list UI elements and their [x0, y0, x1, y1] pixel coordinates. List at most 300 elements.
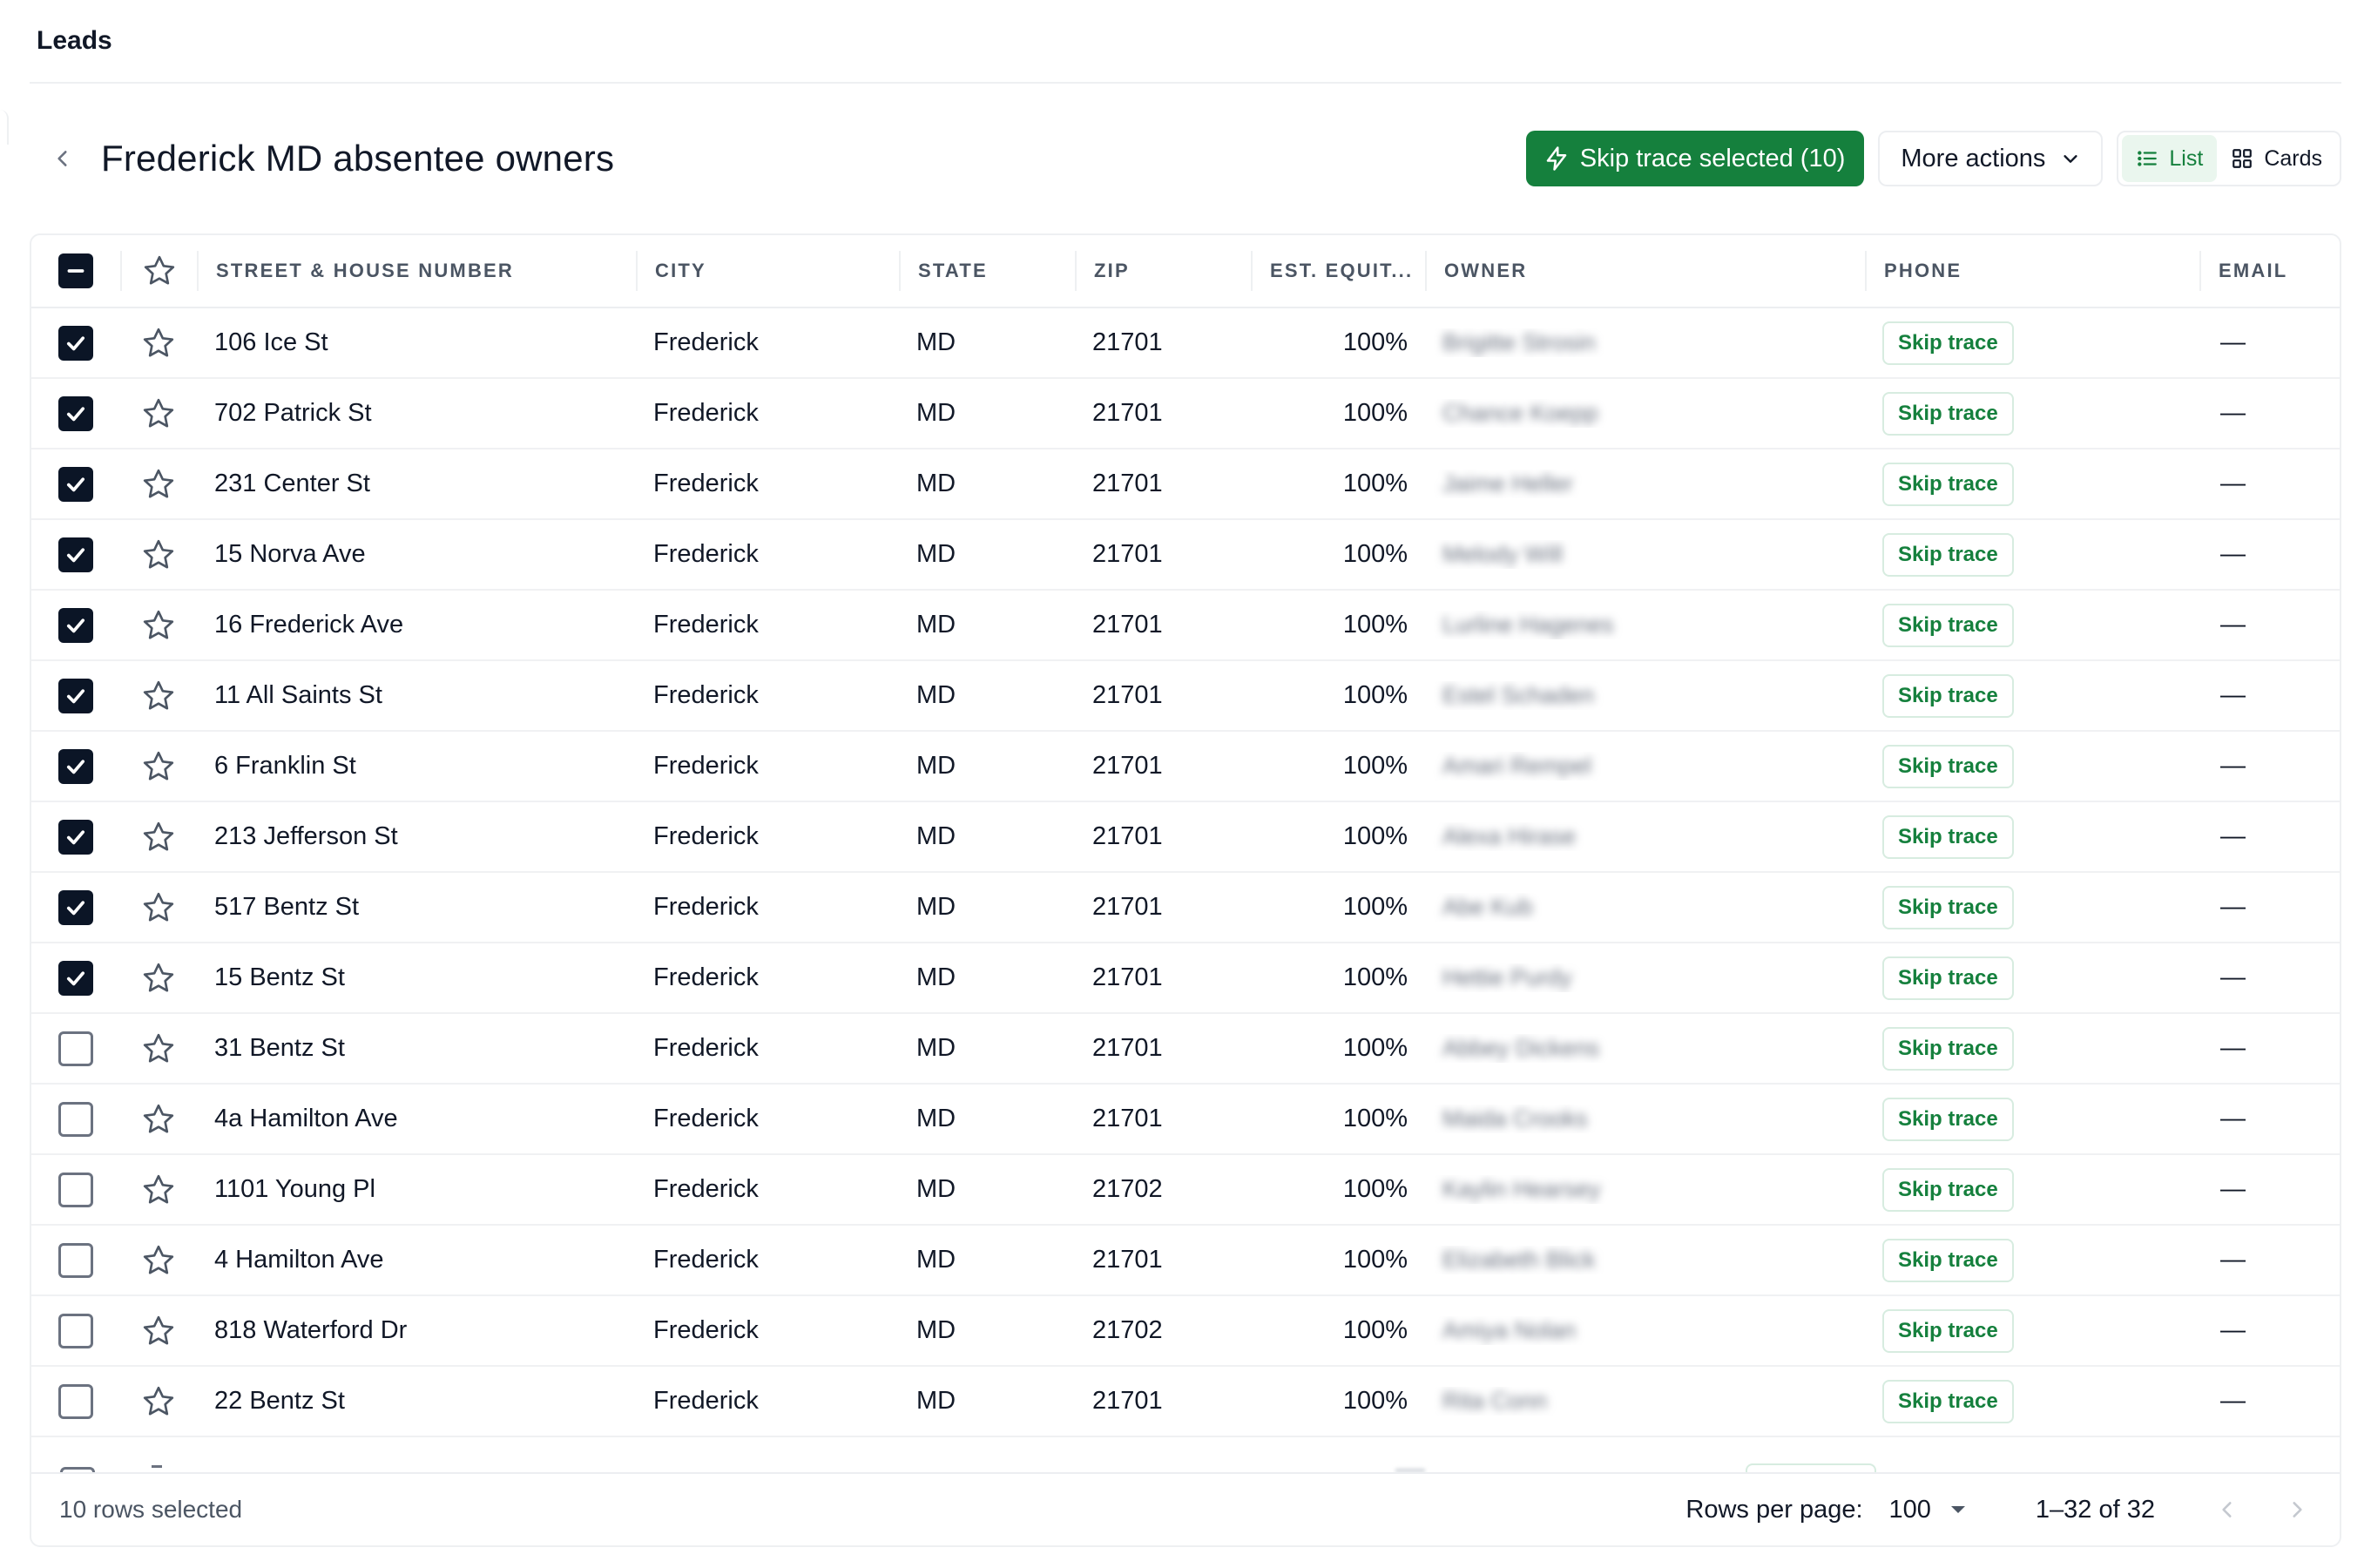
owner-name: Brigitte Strosin — [1442, 329, 1596, 355]
page-title: Frederick MD absentee owners — [101, 138, 615, 179]
table-row[interactable] — [31, 520, 2340, 591]
row-checkbox-cell — [31, 961, 120, 996]
owner-cell — [1425, 399, 1865, 428]
zip-cell: 21702 — [1092, 1175, 1163, 1203]
row-checkbox-cell — [31, 890, 120, 925]
street-cell: 11 All Saints St — [214, 681, 382, 709]
zip-cell: 21701 — [1092, 540, 1163, 568]
skip-trace-button[interactable]: Skip trace — [1882, 1309, 2014, 1353]
star-icon — [141, 820, 176, 855]
skip-trace-button[interactable]: Skip trace — [1882, 1239, 2014, 1282]
select-all-checkbox[interactable] — [58, 253, 93, 288]
table-row[interactable] — [31, 379, 2340, 449]
phone-cell — [1865, 886, 2199, 929]
zip-cell: 21701 — [1092, 893, 1163, 921]
row-checkbox[interactable] — [58, 1314, 93, 1348]
star-icon — [141, 1173, 176, 1207]
email-cell: — — [2220, 963, 2246, 991]
owner-name: Chance Koepp — [1442, 400, 1598, 426]
favorite-button[interactable] — [120, 1314, 197, 1348]
star-icon — [141, 467, 176, 502]
skip-trace-button[interactable]: Skip trace — [1882, 1168, 2014, 1212]
row-checkbox[interactable] — [58, 1173, 93, 1207]
street-cell: 1101 Young Pl — [214, 1175, 375, 1203]
email-cell: — — [2220, 1316, 2246, 1344]
owner-cell — [1425, 328, 1865, 357]
column-header-state[interactable]: STATE — [899, 251, 1075, 291]
owner-cell — [1425, 470, 1865, 498]
row-checkbox-cell — [31, 1031, 120, 1066]
star-icon — [141, 1314, 176, 1348]
table-row[interactable] — [31, 1296, 2340, 1367]
zip-cell: 21702 — [1092, 1316, 1163, 1344]
favorite-button[interactable] — [120, 1031, 197, 1066]
street-cell: 6 Franklin St — [214, 752, 356, 780]
list-icon — [2136, 147, 2158, 170]
skip-trace-button[interactable]: Skip trace — [1882, 1098, 2014, 1141]
row-checkbox[interactable] — [58, 1102, 93, 1137]
phone-cell — [1865, 1027, 2199, 1071]
chevron-left-icon — [51, 147, 74, 170]
owner-cell — [1425, 611, 1865, 639]
row-checkbox[interactable] — [58, 326, 93, 361]
column-header-street[interactable]: STREET & HOUSE NUMBER — [197, 251, 636, 291]
star-icon — [141, 608, 176, 643]
check-icon — [64, 472, 88, 497]
zip-cell: 21701 — [1092, 822, 1163, 850]
next-page-button[interactable] — [2286, 1498, 2308, 1521]
phone-cell — [1865, 463, 2199, 506]
street-cell: 231 Center St — [214, 470, 370, 497]
column-header-zip[interactable]: ZIP — [1075, 251, 1251, 291]
rows-per-page-select[interactable] — [1889, 1496, 1966, 1524]
grid-icon — [2231, 147, 2253, 170]
favorite-button[interactable] — [120, 749, 197, 784]
owner-cell — [1425, 540, 1865, 569]
zip-cell: 21701 — [1092, 1387, 1163, 1415]
row-checkbox-cell — [31, 467, 120, 502]
favorite-button[interactable] — [120, 396, 197, 431]
minus-icon — [64, 260, 87, 282]
table-row[interactable] — [31, 1014, 2340, 1085]
row-checkbox-cell — [31, 1102, 120, 1137]
zip-cell: 21701 — [1092, 752, 1163, 780]
street-cell: 106 Ice St — [214, 328, 328, 356]
street-cell: 213 Jefferson St — [214, 822, 398, 850]
check-icon — [64, 966, 88, 990]
skip-trace-button[interactable]: Skip trace — [1882, 604, 2014, 647]
row-checkbox[interactable] — [58, 890, 93, 925]
equity-cell: 100% — [1342, 752, 1408, 780]
phone-cell — [1865, 1168, 2199, 1212]
row-checkbox-cell — [31, 679, 120, 713]
check-icon — [64, 896, 88, 920]
street-cell: 31 Bentz St — [214, 1034, 345, 1062]
favorite-button[interactable] — [120, 326, 197, 361]
star-icon — [141, 326, 176, 361]
partial-row — [31, 1437, 2340, 1472]
phone-cell — [1865, 1309, 2199, 1353]
row-checkbox-cell — [31, 820, 120, 855]
row-checkbox-cell — [31, 326, 120, 361]
state-cell: MD — [916, 540, 956, 568]
view-list-button[interactable] — [2122, 135, 2217, 182]
owner-name: Jaime Heller — [1442, 470, 1574, 497]
phone-cell — [1865, 815, 2199, 859]
street-cell: 15 Norva Ave — [214, 540, 366, 568]
zip-cell: 21701 — [1092, 611, 1163, 639]
skip-trace-selected-label: Skip trace selected (10) — [1579, 144, 1846, 172]
phone-cell — [1865, 745, 2199, 788]
check-icon — [64, 613, 88, 638]
table-row[interactable] — [31, 449, 2340, 520]
email-cell: — — [2220, 399, 2246, 427]
state-cell: MD — [916, 470, 956, 497]
email-cell: — — [2220, 470, 2246, 497]
state-cell: MD — [916, 1034, 956, 1062]
star-icon — [141, 396, 176, 431]
owner-cell — [1425, 963, 1865, 992]
header-actions — [1526, 131, 2341, 186]
owner-name: Elizabeth Blick — [1442, 1247, 1596, 1273]
owner-name: Amari Rempel — [1442, 753, 1592, 779]
owner-name: Hettie Purdy — [1442, 964, 1572, 990]
check-icon — [64, 684, 88, 708]
phone-cell — [1865, 604, 2199, 647]
star-icon — [141, 679, 176, 713]
skip-trace-button[interactable]: Skip trace — [1882, 674, 2014, 718]
email-cell: — — [2220, 1034, 2246, 1062]
back-button[interactable] — [44, 139, 82, 178]
owner-name: Kaylin Hearsey — [1442, 1176, 1601, 1202]
favorite-button[interactable] — [120, 608, 197, 643]
equity-cell: 100% — [1342, 470, 1408, 497]
equity-cell: 100% — [1342, 963, 1408, 991]
equity-cell: 100% — [1342, 1105, 1408, 1132]
table-header — [31, 235, 2340, 308]
skip-trace-button[interactable]: Skip trace — [1882, 886, 2014, 929]
owner-cell — [1425, 752, 1865, 781]
more-actions-button[interactable] — [1878, 131, 2103, 186]
equity-cell: 100% — [1342, 893, 1408, 921]
owner-name: Rita Conn — [1442, 1388, 1548, 1414]
view-cards-label: Cards — [2264, 145, 2322, 171]
equity-cell: 100% — [1342, 540, 1408, 568]
city-cell: Frederick — [653, 470, 759, 497]
state-cell: MD — [916, 752, 956, 780]
row-checkbox[interactable] — [58, 396, 93, 431]
row-checkbox[interactable] — [58, 961, 93, 996]
favorite-button[interactable] — [120, 1243, 197, 1278]
row-checkbox[interactable] — [58, 1031, 93, 1066]
column-header-email[interactable]: EMAIL — [2199, 251, 2330, 291]
check-icon — [64, 543, 88, 567]
email-cell: — — [2220, 681, 2246, 709]
equity-cell: 100% — [1342, 681, 1408, 709]
favorite-button[interactable] — [120, 467, 197, 502]
skip-trace-button[interactable]: Skip trace — [1882, 1027, 2014, 1071]
phone-cell — [1865, 533, 2199, 577]
skip-trace-button[interactable]: Skip trace — [1882, 1380, 2014, 1423]
row-checkbox-cell — [31, 396, 120, 431]
state-cell: MD — [916, 1105, 956, 1132]
street-cell: 4 Hamilton Ave — [214, 1246, 384, 1274]
city-cell: Frederick — [653, 1387, 759, 1415]
previous-page-button[interactable] — [2216, 1498, 2239, 1521]
phone-cell — [1865, 1380, 2199, 1423]
city-cell: Frederick — [653, 540, 759, 568]
owner-name: Maida Crooks — [1442, 1105, 1588, 1132]
table-row[interactable] — [31, 1226, 2340, 1296]
row-checkbox-cell — [31, 608, 120, 643]
state-cell: MD — [916, 893, 956, 921]
rows-per-page-label: Rows per page: — [1685, 1495, 1863, 1524]
row-checkbox[interactable] — [58, 1243, 93, 1278]
row-checkbox-cell — [31, 1384, 120, 1419]
email-cell: — — [2220, 752, 2246, 780]
equity-cell: 100% — [1342, 399, 1408, 427]
city-cell: Frederick — [653, 1175, 759, 1203]
favorite-button[interactable] — [120, 890, 197, 925]
zip-cell: 21701 — [1092, 681, 1163, 709]
state-cell: MD — [916, 1316, 956, 1344]
table-row[interactable] — [31, 661, 2340, 732]
row-checkbox-cell — [31, 1243, 120, 1278]
row-checkbox[interactable] — [58, 467, 93, 502]
state-cell: MD — [916, 399, 956, 427]
email-cell: — — [2220, 1387, 2246, 1415]
column-header-owner[interactable]: OWNER — [1425, 251, 1865, 291]
equity-cell: 100% — [1342, 1246, 1408, 1274]
zip-cell: 21701 — [1092, 399, 1163, 427]
check-icon — [64, 331, 88, 355]
city-cell: Frederick — [653, 1105, 759, 1132]
star-icon — [141, 961, 176, 996]
check-icon — [64, 402, 88, 426]
owner-name: Amiya Nolan — [1442, 1317, 1577, 1343]
owner-cell — [1425, 1387, 1865, 1416]
skip-trace-selected-button[interactable] — [1526, 131, 1865, 186]
check-icon — [64, 754, 88, 779]
owner-name: Abe Kub — [1442, 894, 1533, 920]
row-checkbox[interactable] — [58, 679, 93, 713]
city-cell: Frederick — [653, 1316, 759, 1344]
favorite-button[interactable] — [120, 1173, 197, 1207]
row-checkbox[interactable] — [58, 537, 93, 572]
state-cell: MD — [916, 611, 956, 639]
check-icon — [64, 825, 88, 849]
table-row[interactable] — [31, 802, 2340, 873]
favorite-button[interactable] — [120, 820, 197, 855]
zip-cell: 21701 — [1092, 1034, 1163, 1062]
view-toggle — [2117, 131, 2341, 186]
sidebar-edge — [0, 110, 9, 145]
skip-trace-button[interactable]: Skip trace — [1882, 745, 2014, 788]
zip-cell: 21701 — [1092, 328, 1163, 356]
city-cell: Frederick — [653, 1246, 759, 1274]
chevron-left-icon — [2216, 1498, 2239, 1521]
zip-cell: 21701 — [1092, 1105, 1163, 1132]
state-cell: MD — [916, 963, 956, 991]
city-cell: Frederick — [653, 822, 759, 850]
email-cell: — — [2220, 1175, 2246, 1203]
phone-cell — [1865, 1098, 2199, 1141]
owner-cell — [1425, 1246, 1865, 1274]
row-checkbox-cell — [31, 749, 120, 784]
city-cell: Frederick — [653, 399, 759, 427]
city-cell: Frederick — [653, 611, 759, 639]
favorite-button[interactable] — [120, 1384, 197, 1419]
street-cell: 16 Frederick Ave — [214, 611, 404, 639]
view-list-label: List — [2169, 145, 2204, 171]
row-checkbox[interactable] — [58, 820, 93, 855]
owner-cell — [1425, 1316, 1865, 1345]
column-header-phone[interactable]: PHONE — [1865, 251, 2199, 291]
star-icon — [141, 890, 176, 925]
star-icon — [141, 1102, 176, 1137]
row-checkbox-cell — [31, 1173, 120, 1207]
table-row[interactable] — [31, 591, 2340, 661]
state-cell: MD — [916, 822, 956, 850]
more-actions-label: More actions — [1901, 144, 2046, 172]
table-row[interactable] — [31, 732, 2340, 802]
email-cell: — — [2220, 822, 2246, 850]
city-cell: Frederick — [653, 328, 759, 356]
city-cell: Frederick — [653, 1034, 759, 1062]
header-star-cell — [120, 251, 197, 291]
top-bar — [30, 0, 2341, 84]
state-cell: MD — [916, 1387, 956, 1415]
owner-name: Abbey Dickens — [1442, 1035, 1600, 1061]
street-cell: 22 Bentz St — [214, 1387, 345, 1415]
email-cell: — — [2220, 611, 2246, 639]
city-cell: Frederick — [653, 752, 759, 780]
owner-name: Alexa Hirase — [1442, 823, 1577, 849]
column-header-city[interactable]: CITY — [636, 251, 899, 291]
owner-cell — [1425, 1175, 1865, 1204]
state-cell: MD — [916, 1175, 956, 1203]
table-row[interactable] — [31, 1085, 2340, 1155]
row-checkbox-cell — [31, 537, 120, 572]
zip-cell: 21701 — [1092, 470, 1163, 497]
city-cell: Frederick — [653, 963, 759, 991]
star-icon[interactable] — [142, 253, 177, 288]
email-cell: — — [2220, 540, 2246, 568]
owner-cell — [1425, 822, 1865, 851]
caret-down-icon — [1950, 1504, 1966, 1515]
street-cell: 4a Hamilton Ave — [214, 1105, 398, 1132]
row-checkbox[interactable] — [58, 608, 93, 643]
favorite-button[interactable] — [120, 961, 197, 996]
column-header-equity[interactable]: EST. EQUIT... — [1251, 251, 1425, 291]
owner-cell — [1425, 1105, 1865, 1133]
street-cell: 15 Bentz St — [214, 963, 345, 991]
skip-trace-button[interactable]: Skip trace — [1882, 815, 2014, 859]
street-cell: 517 Bentz St — [214, 893, 360, 921]
phone-cell — [1865, 321, 2199, 365]
skip-trace-button[interactable]: Skip trace — [1882, 321, 2014, 365]
state-cell: MD — [916, 328, 956, 356]
state-cell: MD — [916, 1246, 956, 1274]
star-icon — [141, 1031, 176, 1066]
city-cell: Frederick — [653, 681, 759, 709]
star-icon — [141, 1384, 176, 1419]
favorite-button[interactable] — [120, 537, 197, 572]
phone-cell — [1865, 674, 2199, 718]
chevron-down-icon — [2061, 149, 2080, 168]
skip-trace-button[interactable]: Skip trace — [1882, 392, 2014, 436]
email-cell: — — [2220, 328, 2246, 356]
owner-cell — [1425, 681, 1865, 710]
city-cell: Frederick — [653, 893, 759, 921]
page-header — [30, 122, 2341, 195]
table-row[interactable] — [31, 873, 2340, 943]
star-icon — [141, 749, 176, 784]
equity-cell: 100% — [1342, 611, 1408, 639]
email-cell: — — [2220, 893, 2246, 921]
lightning-icon — [1544, 145, 1570, 172]
street-cell: 702 Patrick St — [214, 399, 372, 427]
phone-cell — [1865, 392, 2199, 436]
rows-per-page-value: 100 — [1888, 1495, 1931, 1524]
view-cards-button[interactable] — [2217, 135, 2336, 182]
phone-cell — [1865, 1239, 2199, 1282]
equity-cell: 100% — [1342, 1387, 1408, 1415]
phone-cell — [1865, 956, 2199, 1000]
favorite-button[interactable] — [120, 1102, 197, 1137]
row-checkbox[interactable] — [58, 1384, 93, 1419]
selected-count: 10 rows selected — [59, 1496, 243, 1523]
table-row[interactable] — [31, 943, 2340, 1014]
equity-cell: 100% — [1342, 1175, 1408, 1203]
street-cell: 818 Waterford Dr — [214, 1316, 408, 1344]
skip-trace-button[interactable]: Skip trace — [1882, 533, 2014, 577]
skip-trace-button[interactable]: Skip trace — [1882, 463, 2014, 506]
owner-name: Estel Schaden — [1442, 682, 1595, 708]
equity-cell: 100% — [1342, 328, 1408, 356]
zip-cell: 21701 — [1092, 1246, 1163, 1274]
table-row[interactable] — [31, 1367, 2340, 1437]
pagination — [1685, 1496, 2312, 1524]
owner-name: Melody Will — [1442, 541, 1564, 567]
row-checkbox-cell — [31, 1314, 120, 1348]
equity-cell: 100% — [1342, 1034, 1408, 1062]
chevron-right-icon — [2286, 1498, 2308, 1521]
favorite-button[interactable] — [120, 679, 197, 713]
skip-trace-button[interactable]: Skip trace — [1882, 956, 2014, 1000]
page-range: 1–32 of 32 — [2035, 1495, 2155, 1524]
zip-cell: 21701 — [1092, 963, 1163, 991]
owner-cell — [1425, 1034, 1865, 1063]
row-checkbox[interactable] — [58, 749, 93, 784]
table-row[interactable] — [31, 308, 2340, 379]
leads-table — [30, 233, 2341, 1547]
table-footer — [31, 1472, 2340, 1545]
star-icon — [141, 537, 176, 572]
email-cell: — — [2220, 1105, 2246, 1132]
email-cell: — — [2220, 1246, 2246, 1274]
table-row[interactable] — [31, 1155, 2340, 1226]
table-body — [31, 308, 2340, 1472]
owner-name: Lurline Hagenes — [1442, 612, 1614, 638]
pager — [2216, 1498, 2308, 1521]
state-cell: MD — [916, 681, 956, 709]
header-checkbox-cell — [31, 253, 120, 288]
owner-cell — [1425, 893, 1865, 922]
app-title: Leads — [37, 26, 112, 55]
equity-cell: 100% — [1342, 822, 1408, 850]
equity-cell: 100% — [1342, 1316, 1408, 1344]
